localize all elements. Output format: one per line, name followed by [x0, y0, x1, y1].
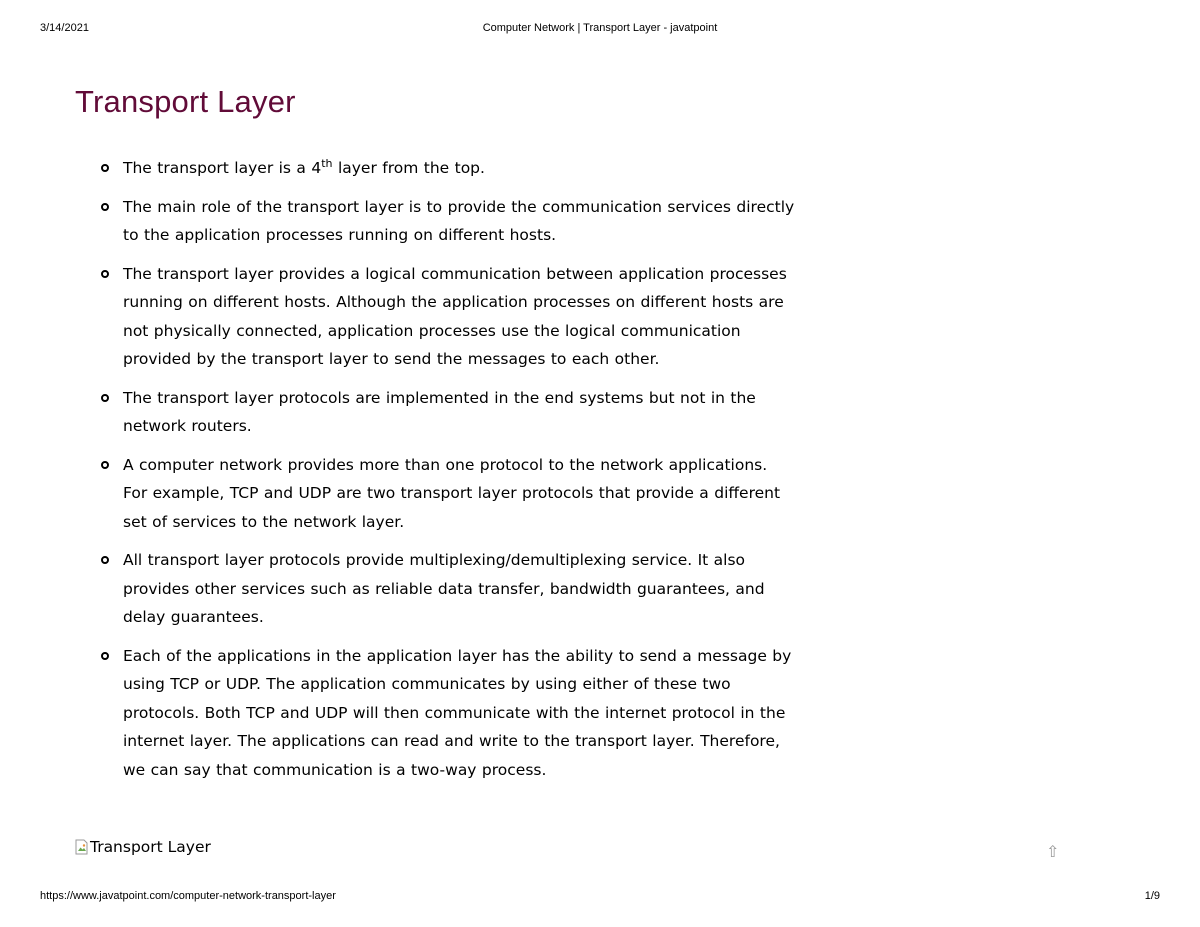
page-url: https://www.javatpoint.com/computer-network-transport-layer: [40, 890, 336, 902]
print-date: 3/14/2021: [40, 22, 89, 34]
list-item-text: layer from the top.: [332, 159, 485, 177]
up-arrow-icon[interactable]: ⇧: [1046, 842, 1060, 861]
broken-image-icon: [75, 839, 89, 855]
list-item: The main role of the transport layer is to provide the communication services directly to the application processes running on different hosts.: [123, 193, 795, 250]
print-header: [40, 22, 1160, 38]
list-item: A computer network provides more than one protocol to the network applications. For example, TCP and UDP are two transport layer protocols that provide a different set of services to the network layer.: [123, 451, 795, 537]
list-item-text: The transport layer is a 4: [123, 159, 322, 177]
list-item: [123, 154, 795, 183]
superscript: th: [321, 157, 333, 170]
list-item: Each of the applications in the application layer has the ability to send a message by using TCP or UDP. The application communicates by using either of these two protocols. Both TCP and UDP will then communicate with the internet protocol in the internet layer. The applications can read and write to the transport layer. Therefore, we can say that communication is a two-way process.: [123, 642, 795, 785]
list-item: All transport layer protocols provide multiplexing/demultiplexing service. It also provides other services such as reliable data transfer, bandwidth guarantees, and delay guarantees.: [123, 546, 795, 632]
bullet-list: [123, 154, 795, 794]
print-footer: [40, 890, 1160, 906]
transport-layer-image: [75, 838, 211, 856]
list-item: The transport layer provides a logical communication between application processes running on different hosts. Although the application processes on different hosts are not physically connected, application processes use the logical communication provided by the transport layer to send the messages to each other.: [123, 260, 795, 374]
page-title: Transport Layer: [75, 84, 296, 119]
document-title: Computer Network | Transport Layer - javatpoint: [482, 22, 718, 34]
page-number: 1/9: [1144, 890, 1160, 902]
image-alt-text: Transport Layer: [90, 838, 211, 856]
list-item: The transport layer protocols are implemented in the end systems but not in the network routers.: [123, 384, 795, 441]
main-content: [75, 82, 795, 779]
